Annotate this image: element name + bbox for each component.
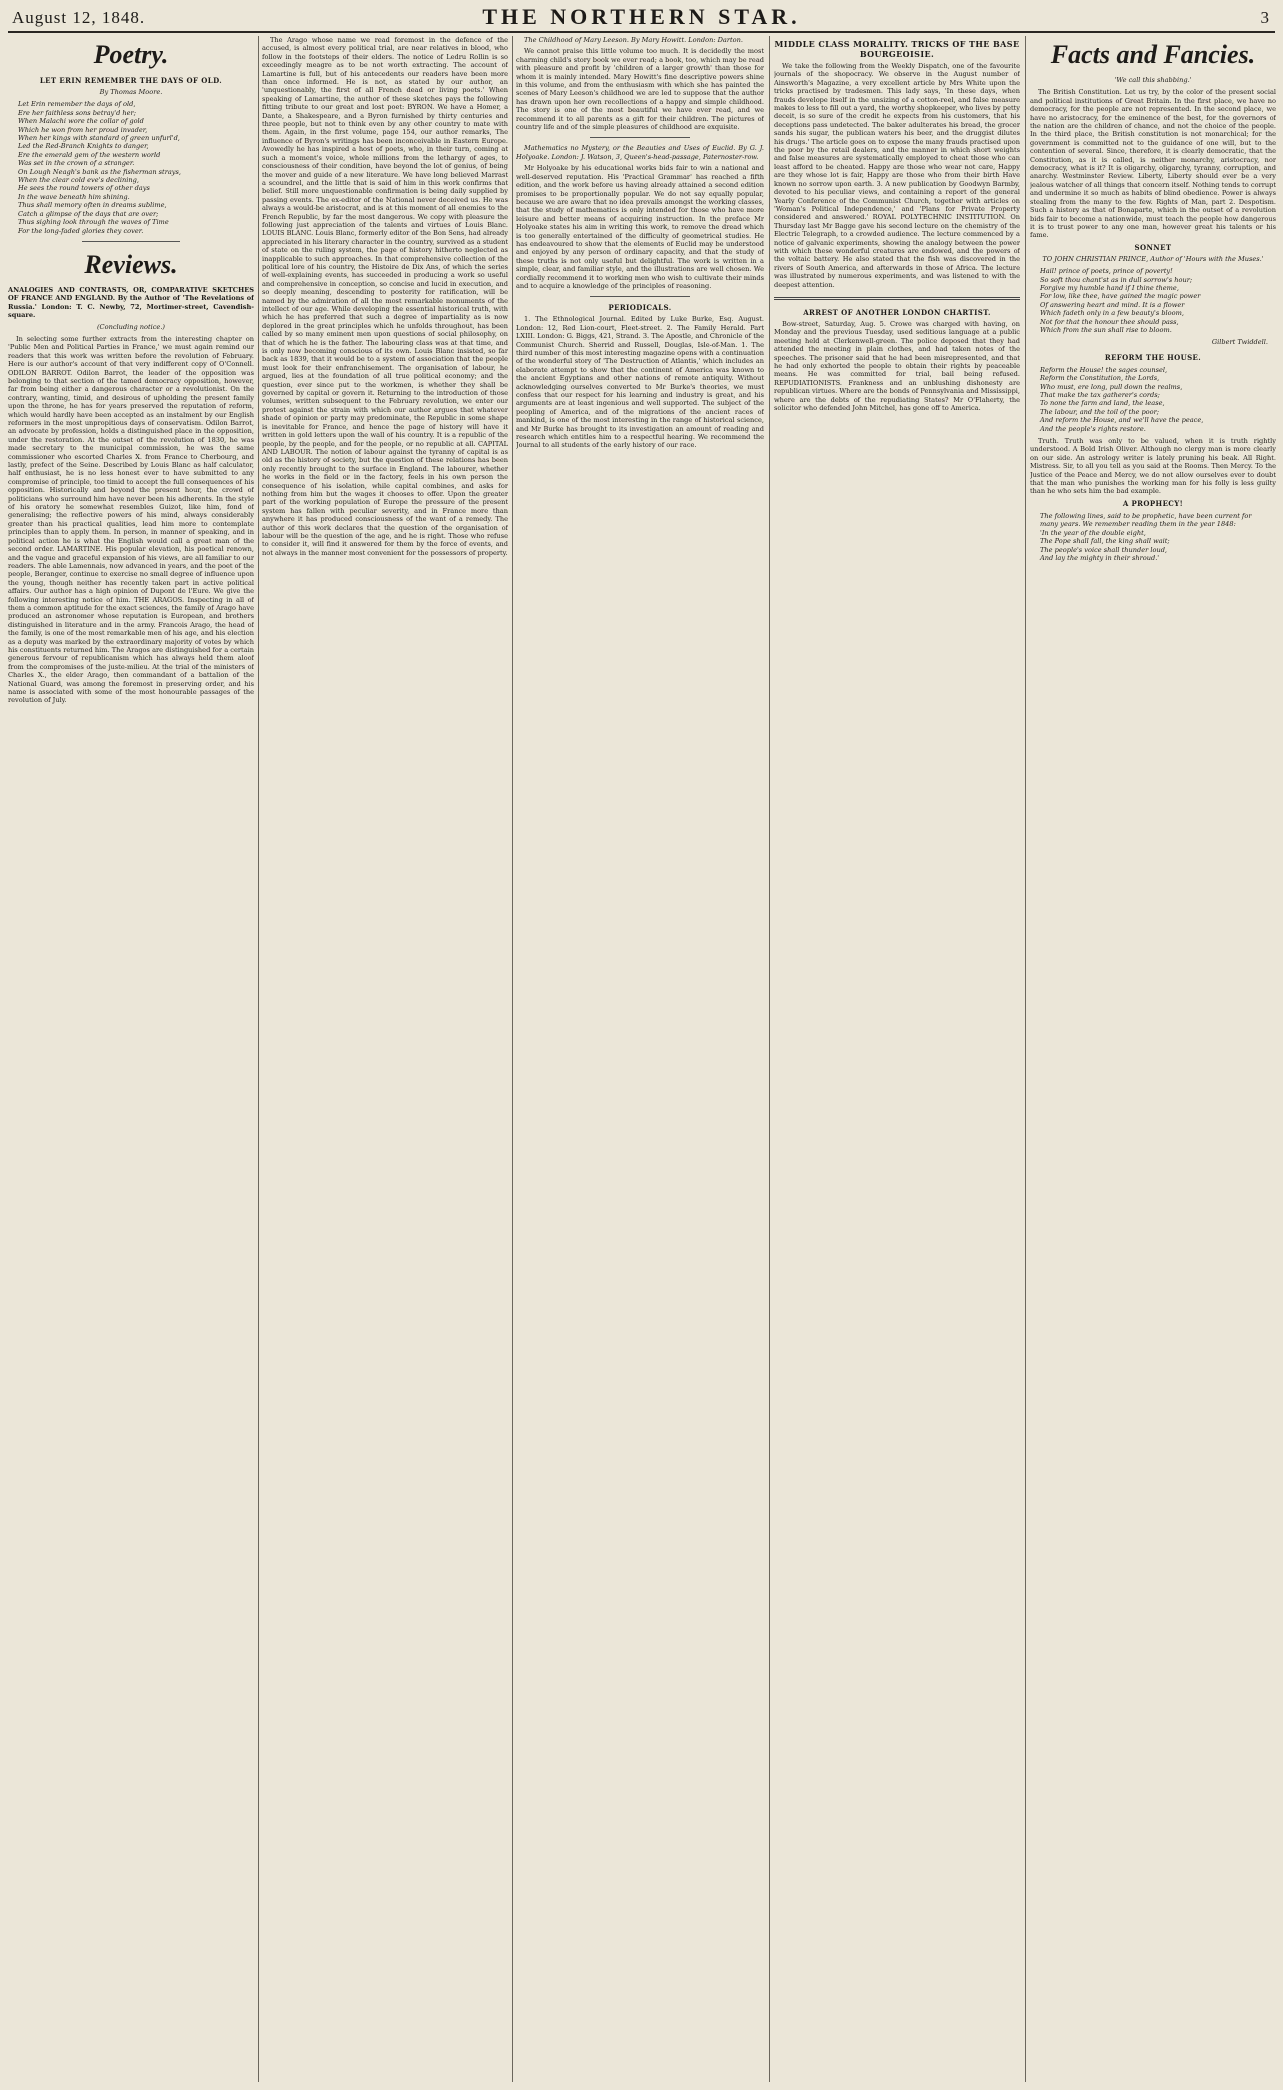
column-1 xyxy=(8,36,254,2086)
column-3 xyxy=(516,36,764,2086)
reform-heading: REFORM THE HOUSE. xyxy=(1104,352,1202,362)
column-separator xyxy=(769,36,770,2082)
sonnet-signature: Gilbert Twiddell. xyxy=(1211,338,1268,347)
middle-class-morality-body: We take the following from the Weekly Dispatch, one of the favourite journals of the shopocracy. We observe in the August number of Ainsworth's Magazine, a very excellent article by Mrs White upon the tricks practised by tradesmen. This lady says, 'In these days, when frauds develope itself in the unsizing of a cotton-reel, and false measure makes to less to fill out a yard, the worthy shopkeeper, who lives by petty deceit, is so sure of the credit he expects from his customers, that his deceptions pass undetected. The baker adulterates his bread, the grocer sands his sugar, the publican waters his beer, and the druggist dilutes his drugs.' The article goes on to expose the many frauds practised upon the poor by the retail dealers, and the manner in which short weights and false measures are systematically employed to cheat those who can least afford to be cheated. Happy are those who wear not care, Happy are they whose lot is fair, Happy are those who from their birth Have known no sorrow upon earth. 3. A new publication by Goodwyn Barmby, devoted to his peculiar views, and containing a report of the general Yearly Conference of the Communist Church, together with articles on 'Woman's Political Independence,' and 'Plans for Private Property considered and answered.' ROYAL POLYTECHNIC INSTITUTION. On Thursday last Mr Bagge gave his second lecture on the chemistry of the Electric Telegraph, to a crowded audience. The lecture commenced by a notice of galvanic experiments, showing the analogy between the power with which these wonderful creatures are endowed, and the powers of the voltaic battery. He also stated that the fish was discovered in the rivers of South America, and afterwards in those of Africa. The lecture was illustrated by numerous experiments, and was listened to with the deepest attention. xyxy=(774,62,1020,289)
review-euclid-title: Mathematics no Mystery, or the Beauties and Uses of Euclid. By G. J. Holyoake. London: J. Watson, 3, Queen's-head-passage, Paternoster-row. xyxy=(516,144,764,161)
concluding-notice: (Concluding notice.) xyxy=(96,322,165,331)
column-separator xyxy=(512,36,513,2082)
reform-poem: Reform the House! the sages counsel, Reform the Constitution, the Lords, Who must, ere long, pull down the realms, That make the tax gatherer's cords; To none the farm and land, the lease, The labour, and the toil of the poor; And reform the House, and we'll have the peace, And the people's rights restore. xyxy=(1040,365,1204,433)
review-body: In selecting some further extracts from the interesting chapter on 'Public Men and Political Parties in France,' we must again remind our readers that this work was written before the revolution of February. Here is our author's account of that very indifferent copy of O'Connell. ODILON BARROT. Odilon Barrot, the leader of the opposition was belonging to that section of the tamed democracy opposition, however, far from being either a dangerous character or a revolutionist. On the contrary, wanting, timid, and desirous of upholding the present family upon the throne, he has for years preserved the reputation of reform, which would hardly have been accepted as an instalment by our English reformers in the most unpropitious days of conservatism. Odilon Barrot, an advocate by profession, holds a distinguished place in the opposition, under the restoration. At the outset of the revolution of 1830, he was made secretary to the municipal commission, he was the same commissioner who escorted Charles X. from France to Cherbourg, and lastly, prefect of the Seine. Described by Louis Blanc as half calculator, half enthusiast, he is no less honest ever to have submitted to any compromise of principle, too timid to accept the full consequences of his opposition. Historically and beyond the present hour, the crowd of politicians who surround him have never been his adherents. In the style of his oratory he somewhat resembles Guizot, like him, fond of generalising; the reflective powers of his mind, always considerably greater than his practical qualities, lead him more to contemplate principles than to apply them. In person, in manner of speaking, and in political action he is what the English would call a great man of the second order. LAMARTINE. His popular elevation, his poetical renown, and the vague and graceful expansion of his views, are all familiar to our readers. The able Lamennais, now advanced in years, and the poet of the people, Beranger, continue to exercise no small degree of influence upon the young, though neither has recently taken part in active political affairs. Our author has a high opinion of Dupont de l'Eure. We give the following interesting notice of him. THE ARAGOS. Inspecting in all of them a common aptitude for the exact sciences, the family of Arago have produced an astronomer whose reputation is European, and brothers distinguished in literature and in the army. Francois Arago, the head of the family, is one of the most remarkable men of his age, and his election as a deputy was marked by the extraordinary majority of votes by which his constituents returned him. The Aragos are distinguished for a certain generous fervour of republicanism which has always held them aloof from the compromises of the juste-milieu. At the trial of the ministers of Charles X., the elder Arago, then commandant of a battalion of the National Guard, was among the foremost in preserving order, and his name is associated with some of the most honourable passages of the revolution of July. xyxy=(8,334,254,705)
middle-class-morality-title: MIDDLE CLASS MORALITY. TRICKS OF THE BASE BOURGEOISIE. xyxy=(774,39,1020,59)
review-mary-leeson-body: We cannot praise this little volume too much. It is decidedly the most charming child's story book we ever read; a book, too, which may be read with pleasure and profit by 'children of a larger growth' than those for whom it is mainly intended. Mary Howitt's fine descriptive powers shine in this volume, and from the enthusiasm with which she has painted the scenes of Mary Leeson's childhood we are led to suppose that the author has drawn upon her own recollections of a happy and simple childhood. The story is one of the most beautiful we have ever read, and we recommend it to all parents as a gift for their children. The pictures of country life and of the simple pleasures of childhood are exquisite. xyxy=(516,47,764,132)
review-euclid-body: Mr Holyoake by his educational works bids fair to win a national and well-deserved reputation. His 'Practical Grammar' has reached a fifth edition, and the work before us having already attained a second edition promises to be proportionally popular. We do not say equally popular, because we are aware that no idea prevails amongst the working classes, that the study of mathematics is only intended for those who have more leisure and better means of acquiring instruction. In the preface Mr Holyoake states his aim in writing this work, to remove the dread which is too generally entertained of the difficulty of geometrical studies. He has endeavoured to show that the elements of Euclid may be understood and enjoyed by any person of ordinary capacity, and that the study of these truths is not only useful but delightful. The work is written in a simple, clear, and familiar style, and the illustrations are well chosen. We cordially recommend it to working men who wish to cultivate their minds and to acquire a knowledge of the principles of reasoning. xyxy=(516,164,764,290)
masthead-rule xyxy=(8,31,1275,33)
column-4 xyxy=(774,36,1020,2086)
column-2 xyxy=(262,36,508,2086)
poem-title: LET ERIN REMEMBER THE DAYS OF OLD. xyxy=(39,76,223,85)
divider xyxy=(590,296,689,297)
truth-body: Truth. Truth was only to be valued, when it is truth rightly understood. A Bold Irish Oliver. Although no clergy man is more clearly on our side. An astrology writer is lately pruning his beak. All Right. Mistress. Sir, to all you tell as you said at the Rooms. Then Mercy. To the Justice of the Peace and Mercy, we do not allow ourselves ever to doubt that the man who punishes the working man for his folly is less guilty than he who sets him the bad example. xyxy=(1030,437,1276,496)
prophecy-text: The following lines, said to be prophetic, have been current for many years. We remember reading them in the year 1848: 'In the year of the double eight, The Pope shall fall, the king shall wait; The people's voice shall thunder loud, And lay the mighty in their shroud.' xyxy=(1040,511,1252,562)
sonnet-text: Hail! prince of poets, prince of poverty! So soft thou chant'st as in dull sorrow's hour; Forgive my humble hand if I thine theme, For low, like thee, have gained the magic power Of answering heart and mind. It is a flower Which fadeth only in a few beauty's bloom, Not for that the honour thee should pass, Which from the sun shall rise to bloom. xyxy=(1040,267,1201,334)
column-separator xyxy=(258,36,259,2082)
divider xyxy=(82,241,180,242)
issue-date: August 12, 1848. xyxy=(12,8,146,27)
poem-text: Let Erin remember the days of old, Ere her faithless sons betray'd her; When Malachi wore the collar of gold Which he won from her proud invader, When her kings with standard of green unfurl'd, Led the Red-Branch Knights to danger, Ere the emerald gem of the western world Was set in the crown of a stranger. On Lough Neagh's bank as the fisherman strays, When the clear cold eve's declining, He sees the round towers of other days In the wave beneath him shining. Thus shall memory often in dreams sublime, Catch a glimpse of the days that are over; Thus sighing look through the waves of Time For the long-faded glories they cover. xyxy=(18,100,181,235)
masthead xyxy=(8,4,1275,30)
facts-body: The British Constitution. Let us try, by the color of the present social and political institutions of Great Britain. In the first place, we have no democracy, for the people are not represented. In the second place, we have no aristocracy, for the eminence of the best, for the governors of the nation are the children of chance, and not the choice of the people. In the third place, the British constitution is not monarchical; for the government is committed not to the guidance of one will, but to the contention of several. Since, therefore, it is clearly democratic, that the Constitution, as it is called, is neither monarchy, aristocracy, nor democracy, what is it? It is oligarchy, oligarchy, tyranny, corruption, and anarchy. Westminster Review. Liberty, Liberty should ever be a very jealous watcher of all things that concern itself. Nothing tends to corrupt and undermine it so much as habits of blind obedience. Power is always stealing from the many to the few. Rights of Man, part 2. Despotism. Such a history as that of Bonaparte, which in the outset of a revolution bids fair to become a nationwide, must teach the people how dangerous it is to trust power to any one man, however great his talents or his fame. xyxy=(1030,88,1276,240)
facts-motto: 'We call this shabbing.' xyxy=(1114,76,1192,84)
poem-author: By Thomas Moore. xyxy=(99,88,163,96)
column-separator xyxy=(1025,36,1026,2082)
periodicals-body: 1. The Ethnological Journal. Edited by Luke Burke, Esq. August. London: 12, Red Lion-court, Fleet-street. 2. The Family Herald. Part LXIII. London: G. Biggs, 421, Strand. 3. The Apostle, and Chronicle of the Communist Church. Sherrid and Russell, Douglas, Isle-of-Man. 1. The third number of this most interesting magazine opens with a continuation of the wonderful story of 'The Destruction of Atlantis,' which includes an elaborate attempt to show that the continent of America was known to the ancient Egyptians and other nations of remote antiquity. Without acknowledging ourselves converted to Mr Burke's theories, we must confess that our respect for his learning and industry is great, and his arguments are at least ingenious and well supported. The subject of the peopling of America, and of the migrations of the ancient races of mankind, is one of the most interesting in the range of historical science, and Mr Burke has brought to its investigation an amount of reading and research which entitles him to a respectful hearing. We recommend the Journal to all students of the early history of our race. xyxy=(516,315,764,450)
page-number: 3 xyxy=(1260,8,1269,27)
reviews-header: Reviews. xyxy=(84,249,178,279)
review-continued-body: The Arago whose name we read foremost in the defence of the accused, is almost every political trial, are near relatives in blood, who follow in the footsteps of their elders. The notice of Ledru Rollin is so exceedingly meagre as to be not worth extracting. The account of Lamartine is full, but of his antecedents our readers have been more than once informed. He is not, as stated by our author, an 'unquestionably, the first of all French dead or living poets.' When speaking of Lamartine, the author of these sketches pays the following fitting tribute to our great and lost poet: BYRON. We have a Homer, a Dante, a Shakespeare, and a Byron furnished by thirty centuries and three people, but not to think even by any other country to mate with them. Again, in the first volume, page 154, our author remarks, The influence of Byron's writings has been inconceivable in Eastern Europe. Avowedly he has inspired a host of poets, who, in their turn, coming at such a moment's voice, whole millions from the lethargy of ages, to consciousness of their condition, have beyond the lot of genius, of being the mover and guide of a new literature. We have long believed Marrast a scoundrel, and the little that is said of him in this work confirms that belief. Still more unquestionable confirmation is being daily supplied by passing events. The ex-editor of the National never deceived us. He was always a would-be aristocrat, and is at this moment of all enemies to the French Republic, by far the most dangerous. We copy with pleasure the following just appreciation of the talents and virtues of Louis Blanc. LOUIS BLANC. Louis Blanc, formerly editor of the Bon Sens, had already appreciated in his literary character in the country, survived as a student of state on the ruling system, the page of history hitherto neglected as inapplicable to such approaches. In that comprehensive collection of the political lore of his country, the Histoire de Dix Ans, of which the series of well-explaining events, has succeeded in producing a work so useful and comprehensive in conception, so concise and lucid in execution, and so deeply meaning, descending to posterity for ratification, will be named by the admiration of all the most remarkable monuments of the intellect of our age. While developing the essential historical truth, with which he has preferred that such a degree of impartiality as is now deplored in the great principles which he unfolds throughout, has been called by so many eminent men upon questions of social philosophy, on that of which he is the father. The labouring class was at that time, and is only now becoming conscious of its own. Louis Blanc insisted, so far back as 1839, that it would be to a system of association that the people must look for their enfranchisement. The organisation of labour, he argued, lies at the foundation of all true political economy; and the question, ever since put to the workmen, is whether they shall be governed by capital or govern it. Returning to the introduction of those volumes, written subsequent to the February revolution, we enter our protest against the strain with which our author argues that whatever shade of opinion or party may predominate, the Republic in some shape is inevitable for France, and hence the page of history will have it written in gold letters upon the wall of his country. It is a republic of the people, by the people, and for the people, or no republic at all. CAPITAL AND LABOUR. The notion of labour against the tyranny of capital is as old as the history of society, but the question of these relations has been only recently brought to the surface in England. The labourer, whether he works in the field or in the factory, feels in his own person the consequence of his isolation, while capital combines, and asks for nothing from him but the wages it chooses to offer. Upon the greater part of the working population of Europe the pressure of the present system has fallen with peculiar severity, and in France more than anywhere it has produced consciousness of the want of a remedy. The author of this work declares that the question of the organisation of labour will be the question of the age, and he is right. Those who refuse to consider it, will find it answered for them by the force of events, and not always in the manner most convenient for the possessors of property. xyxy=(262,36,508,557)
periodicals-heading: PERIODICALS. xyxy=(608,303,672,313)
newspaper-title: THE NORTHERN STAR. xyxy=(482,4,801,29)
divider xyxy=(590,137,689,138)
double-divider xyxy=(774,297,1020,300)
facts-and-fancies-header: Facts and Fancies. xyxy=(1050,40,1256,69)
arrest-heading: ARREST OF ANOTHER LONDON CHARTIST. xyxy=(803,307,991,317)
sonnet-dedication: TO JOHN CHRISTIAN PRINCE, Author of 'Hours with the Muses.' xyxy=(1042,254,1264,263)
column-5 xyxy=(1030,36,1276,2086)
poetry-header: Poetry. xyxy=(93,40,169,69)
sonnet-heading: SONNET xyxy=(1134,242,1172,252)
review-title: ANALOGIES AND CONTRASTS, OR, COMPARATIVE SKETCHES OF FRANCE AND ENGLAND. By the Author of 'The Revelations of Russia.' London: T. C. Newby, 72, Mortimer-street, Cavendish-square. xyxy=(8,285,254,320)
review-mary-leeson-title: The Childhood of Mary Leeson. By Mary Howitt. London: Darton. xyxy=(524,36,743,44)
prophecy-heading: A PROPHECY! xyxy=(1122,498,1184,508)
arrest-body: Bow-street, Saturday, Aug. 5. Crowe was charged with having, on Monday and the previous Tuesday, used seditious language at a public meeting held at Clerkenwell-green. The police deposed that they had attended the meeting in plain clothes, and had taken notes of the speeches. The prisoner said that he had been misrepresented, and that he had only exhorted the people to obtain their rights by peaceable means. He was committed for trial, bail being refused. REPUDIATIONISTS. Frankness and an unblushing dishonesty are republican virtues. Where are the bonds of Pennsylvania and Mississippi, where are the debts of the repudiating States? Mr O'Flaherty, the solicitor who defended John Mitchel, has gone off to America. xyxy=(774,319,1020,413)
